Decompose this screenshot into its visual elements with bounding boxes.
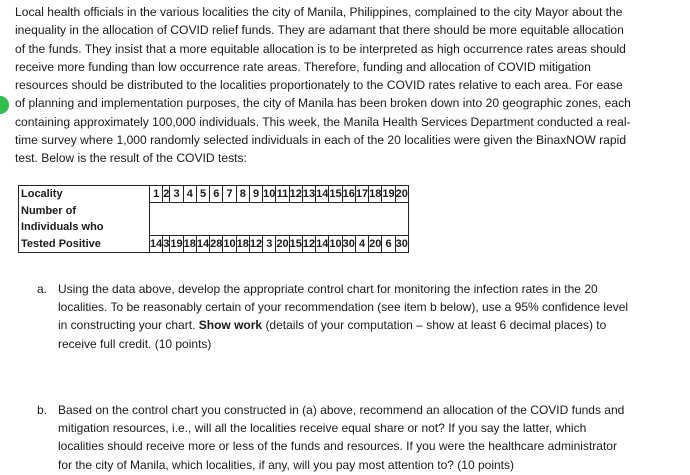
- question-b-label: b.: [37, 403, 48, 417]
- question-a-line: [58, 316, 677, 334]
- intro-line: containing approximately 100,000 individuals. This week, the Manila Health Services Department conducted a real-: [15, 114, 631, 129]
- positive-cell: 12: [249, 236, 262, 253]
- table-row-label: [19, 203, 409, 220]
- question-a-text: [58, 280, 677, 353]
- intro-line: of the funds. They insist that a more equitable allocation is to be interpreted as high occurrence rates areas should: [15, 41, 626, 56]
- question-b-text: [58, 401, 677, 474]
- table-row-positives: [19, 236, 409, 253]
- locality-cell: 5: [196, 186, 209, 203]
- locality-cell: 15: [329, 186, 342, 203]
- row-label-individuals: Individuals who: [19, 219, 150, 236]
- locality-cell: 13: [302, 186, 315, 203]
- question-a-line: receive full credit. (10 points): [58, 336, 212, 351]
- locality-cell: 1: [150, 186, 163, 203]
- table-row-label: [19, 219, 409, 236]
- question-b: [37, 401, 677, 474]
- locality-cell: 17: [355, 186, 368, 203]
- positive-cell: 3: [163, 236, 170, 253]
- locality-cell: 7: [223, 186, 236, 203]
- positive-cell: 14: [150, 236, 163, 253]
- locality-cell: 2: [163, 186, 170, 203]
- locality-cell: 4: [183, 186, 196, 203]
- positive-cell: 30: [342, 236, 355, 253]
- locality-cell: 20: [395, 186, 408, 203]
- question-a-line: Using the data above, develop the appropriate control chart for monitoring the infection rates in the 20: [58, 282, 598, 296]
- positive-cell: 19: [170, 236, 183, 253]
- locality-cell: 6: [210, 186, 223, 203]
- intro-line: time survey where 1,000 randomly selected individuals in each of the 20 localities were given the BinaxNOW rapid: [15, 133, 627, 148]
- row-label-tested-positive: Tested Positive: [19, 236, 150, 253]
- locality-cell: 11: [276, 186, 289, 203]
- green-dot-marker: [0, 96, 9, 114]
- positive-cell: 4: [355, 236, 368, 253]
- covid-results-table: [18, 185, 409, 253]
- table-row-locality: [19, 186, 409, 203]
- question-b-line: mitigation resources, i.e., will all the localities receive equal share or not? If you say the latter, which: [58, 421, 587, 436]
- locality-cell: 18: [369, 186, 382, 203]
- intro-line: receive more funding than low occurrence rate areas. Therefore, funding and allocation of COVID mitigation: [15, 59, 591, 74]
- intro-line: test. Below is the result of the COVID tests:: [15, 151, 247, 166]
- show-work-emphasis: Show work: [198, 318, 263, 333]
- question-a: [37, 280, 677, 353]
- intro-line: Local health officials in the various localities the city of Manila, Philippines, complained to the city Mayor about the: [15, 5, 623, 19]
- positive-cell: 12: [302, 236, 315, 253]
- positive-cell: 14: [316, 236, 329, 253]
- positive-cell: 18: [183, 236, 196, 253]
- question-a-line: localities. To be reasonably certain of your recommendation (see item b below), use a 95% confidence level: [58, 300, 629, 315]
- locality-cell: 9: [249, 186, 262, 203]
- locality-cell: 12: [289, 186, 302, 203]
- positive-cell: 10: [329, 236, 342, 253]
- question-a-label: a.: [37, 282, 48, 296]
- locality-cell: 8: [236, 186, 249, 203]
- question-a-line-end: (details of your computation – show at least 6 decimal places) to: [265, 318, 607, 333]
- row-label-number-of: Number of: [19, 203, 150, 220]
- intro-line: inequality in the allocation of COVID relief funds. They are adamant that there should be more equitable allocation: [15, 23, 624, 38]
- question-b-line: localities should receive more or less of the funds and resources. If you were the healthcare administrator: [58, 439, 617, 454]
- empty-cell: [150, 219, 409, 236]
- positive-cell: 20: [276, 236, 289, 253]
- empty-cell: [150, 203, 409, 220]
- row-label-locality: Locality: [19, 186, 150, 203]
- locality-cell: 16: [342, 186, 355, 203]
- positive-cell: 10: [223, 236, 236, 253]
- positive-cell: 6: [382, 236, 395, 253]
- locality-cell: 19: [382, 186, 395, 203]
- positive-cell: 30: [395, 236, 408, 253]
- question-a-line-start: in constructing your chart.: [58, 318, 196, 333]
- locality-cell: 14: [316, 186, 329, 203]
- question-b-line: for the city of Manila, which localities, if any, will you pay most attention to? (10 points): [58, 457, 514, 472]
- positive-cell: 3: [263, 236, 276, 253]
- intro-line: resources should be distributed to the localities proportionately to the COVID rates relative to each area. For ease: [15, 78, 623, 93]
- positive-cell: 18: [236, 236, 249, 253]
- positive-cell: 15: [289, 236, 302, 253]
- intro-line: of planning and implementation purposes, the city of Manila has been broken down into 20 geographic zones, each: [15, 96, 631, 111]
- question-b-line: Based on the control chart you constructed in (a) above, recommend an allocation of the COVID funds and: [58, 403, 625, 417]
- positive-cell: 20: [369, 236, 382, 253]
- positive-cell: 28: [210, 236, 223, 253]
- locality-cell: 10: [263, 186, 276, 203]
- intro-paragraph: [15, 3, 687, 168]
- positive-cell: 14: [196, 236, 209, 253]
- locality-cell: 3: [170, 186, 183, 203]
